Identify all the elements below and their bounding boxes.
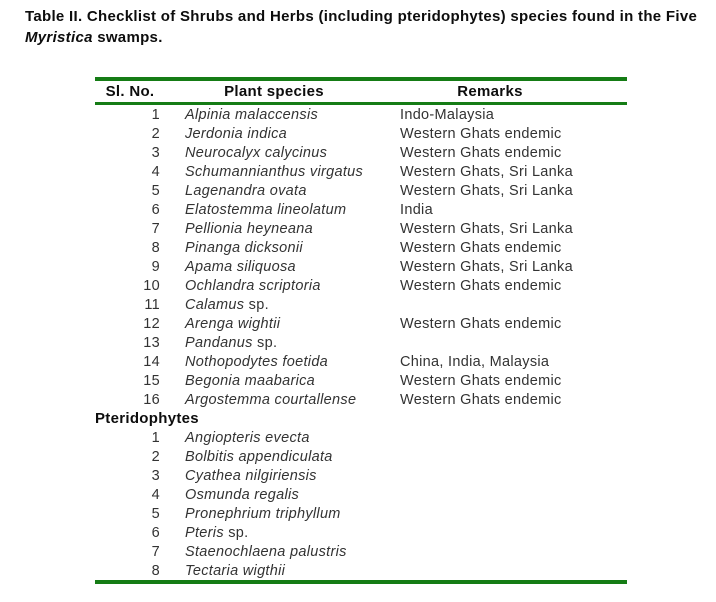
species-latin-name: Angiopteris evecta (185, 429, 310, 446)
remarks-cell: Western Ghats endemic (400, 277, 562, 294)
column-header-plant-species: Plant species (165, 79, 383, 104)
row-number-cell: 11 (144, 296, 160, 313)
table-row (95, 104, 627, 125)
species-name-cell (165, 504, 383, 523)
remarks-cell: Western Ghats endemic (400, 239, 562, 256)
row-number-cell: 16 (143, 391, 160, 408)
species-name-cell (165, 314, 383, 333)
table-caption (25, 6, 701, 48)
row-number-cell: 8 (151, 239, 160, 256)
table-row (95, 181, 627, 200)
species-name-cell (165, 447, 383, 466)
species-name-cell (165, 561, 383, 582)
remarks-cell: Indo-Malaysia (400, 106, 495, 123)
remarks-cell (383, 485, 627, 504)
row-number-cell: 7 (151, 543, 160, 560)
species-table-header (95, 79, 627, 104)
row-number-cell: 3 (151, 144, 160, 161)
species-name-cell (165, 466, 383, 485)
table-row (95, 352, 627, 371)
row-number-cell: 6 (151, 201, 160, 218)
pteridophytes-section-heading: Pteridophytes (95, 410, 199, 427)
column-header-remarks: Remarks (383, 79, 627, 104)
species-table-body (95, 104, 627, 583)
header-row (95, 79, 627, 104)
table-row (95, 124, 627, 143)
species-latin-name: Pteris (185, 524, 224, 541)
species-name-cell (165, 200, 383, 219)
species-table (95, 77, 627, 584)
species-latin-name: Pronephrium triphyllum (185, 505, 341, 522)
row-number-cell: 10 (143, 277, 160, 294)
species-latin-name: Alpinia malaccensis (185, 106, 319, 123)
table-row (95, 143, 627, 162)
species-latin-name: Schumannianthus virgatus (185, 163, 364, 180)
remarks-cell (383, 428, 627, 447)
row-number-cell: 9 (151, 258, 160, 275)
remarks-cell (383, 333, 627, 352)
remarks-cell: Western Ghats endemic (400, 372, 562, 389)
table-row (95, 428, 627, 447)
table-row (95, 561, 627, 582)
species-sp-suffix: sp. (252, 334, 278, 351)
row-number-cell: 4 (151, 163, 160, 180)
species-name-cell (165, 143, 383, 162)
row-number-cell: 3 (151, 467, 160, 484)
species-latin-name: Osmunda regalis (185, 486, 300, 503)
species-latin-name: Apama siliquosa (185, 258, 296, 275)
table-row (95, 466, 627, 485)
table-row (95, 504, 627, 523)
species-name-cell (165, 352, 383, 371)
row-number-cell: 2 (151, 125, 160, 142)
table-row (95, 542, 627, 561)
table-row (95, 219, 627, 238)
species-latin-name: Ochlandra scriptoria (185, 277, 321, 294)
table-row (95, 238, 627, 257)
remarks-cell (383, 523, 627, 542)
species-latin-name: Cyathea nilgiriensis (185, 467, 317, 484)
species-name-cell (165, 104, 383, 125)
remarks-cell: Western Ghats, Sri Lanka (400, 220, 573, 237)
species-name-cell (165, 181, 383, 200)
table-caption-line2-rest: swamps. (92, 29, 163, 46)
row-number-cell: 5 (151, 505, 160, 522)
species-name-cell (165, 295, 383, 314)
row-number-cell: 5 (151, 182, 160, 199)
row-number-cell: 1 (151, 429, 160, 446)
section-heading-row (95, 409, 627, 428)
table-row (95, 276, 627, 295)
species-latin-name: Tectaria wigthii (185, 562, 286, 579)
species-latin-name: Jerdonia indica (185, 125, 288, 142)
table-row (95, 162, 627, 181)
table-row (95, 523, 627, 542)
row-number-cell: 8 (151, 562, 160, 579)
species-latin-name: Staenochlaena palustris (185, 543, 347, 560)
remarks-cell (383, 466, 627, 485)
species-name-cell (165, 276, 383, 295)
species-name-cell (165, 219, 383, 238)
species-latin-name: Arenga wightii (185, 315, 281, 332)
remarks-cell: Western Ghats, Sri Lanka (400, 258, 573, 275)
remarks-cell (383, 504, 627, 523)
species-table-container (95, 77, 627, 584)
species-name-cell (165, 238, 383, 257)
species-name-cell (165, 523, 383, 542)
remarks-cell: Western Ghats endemic (400, 125, 562, 142)
species-latin-name: Neurocalyx calycinus (185, 144, 328, 161)
remarks-cell (383, 542, 627, 561)
row-number-cell: 1 (151, 106, 160, 123)
species-latin-name: Lagenandra ovata (185, 182, 307, 199)
row-number-cell: 7 (151, 220, 160, 237)
species-name-cell (165, 371, 383, 390)
remarks-cell: Western Ghats, Sri Lanka (400, 163, 573, 180)
column-header-sl-no: Sl. No. (95, 79, 165, 104)
table-caption-line1: Table II. Checklist of Shrubs and Herbs (including pteridophytes) species found in the Five (25, 8, 698, 25)
species-name-cell (165, 390, 383, 409)
remarks-cell: Western Ghats endemic (400, 144, 562, 161)
remarks-cell: India (400, 201, 433, 218)
species-latin-name: Pellionia heyneana (185, 220, 313, 237)
remarks-cell: Western Ghats, Sri Lanka (400, 182, 573, 199)
table-row (95, 295, 627, 314)
table-row (95, 390, 627, 409)
remarks-cell: China, India, Malaysia (400, 353, 550, 370)
remarks-cell: Western Ghats endemic (400, 315, 562, 332)
species-latin-name: Begonia maabarica (185, 372, 316, 389)
species-name-cell (165, 428, 383, 447)
species-latin-name: Calamus (185, 296, 245, 313)
species-sp-suffix: sp. (223, 524, 249, 541)
species-latin-name: Pandanus (185, 334, 253, 351)
table-row (95, 447, 627, 466)
row-number-cell: 2 (151, 448, 160, 465)
remarks-cell (383, 561, 627, 582)
row-number-cell: 12 (143, 315, 160, 332)
table-row (95, 257, 627, 276)
row-number-cell: 6 (151, 524, 160, 541)
species-latin-name: Nothopodytes foetida (185, 353, 329, 370)
table-row (95, 485, 627, 504)
species-latin-name: Argostemma courtallense (185, 391, 357, 408)
remarks-cell: Western Ghats endemic (400, 391, 562, 408)
table-row (95, 371, 627, 390)
species-latin-name: Pinanga dicksonii (185, 239, 303, 256)
table-row (95, 333, 627, 352)
species-sp-suffix: sp. (244, 296, 269, 313)
species-name-cell (165, 124, 383, 143)
species-latin-name: Bolbitis appendiculata (185, 448, 333, 465)
species-name-cell (165, 333, 383, 352)
row-number-cell: 15 (143, 372, 160, 389)
remarks-cell (383, 295, 627, 314)
species-name-cell (165, 542, 383, 561)
row-number-cell: 4 (151, 486, 160, 503)
species-latin-name: Elatostemma lineolatum (185, 201, 347, 218)
row-number-cell: 13 (143, 334, 160, 351)
remarks-cell (383, 447, 627, 466)
table-row (95, 200, 627, 219)
species-name-cell (165, 485, 383, 504)
table-caption-genus: Myristica (25, 29, 93, 46)
row-number-cell: 14 (143, 353, 160, 370)
species-name-cell (165, 162, 383, 181)
species-name-cell (165, 257, 383, 276)
table-row (95, 314, 627, 333)
